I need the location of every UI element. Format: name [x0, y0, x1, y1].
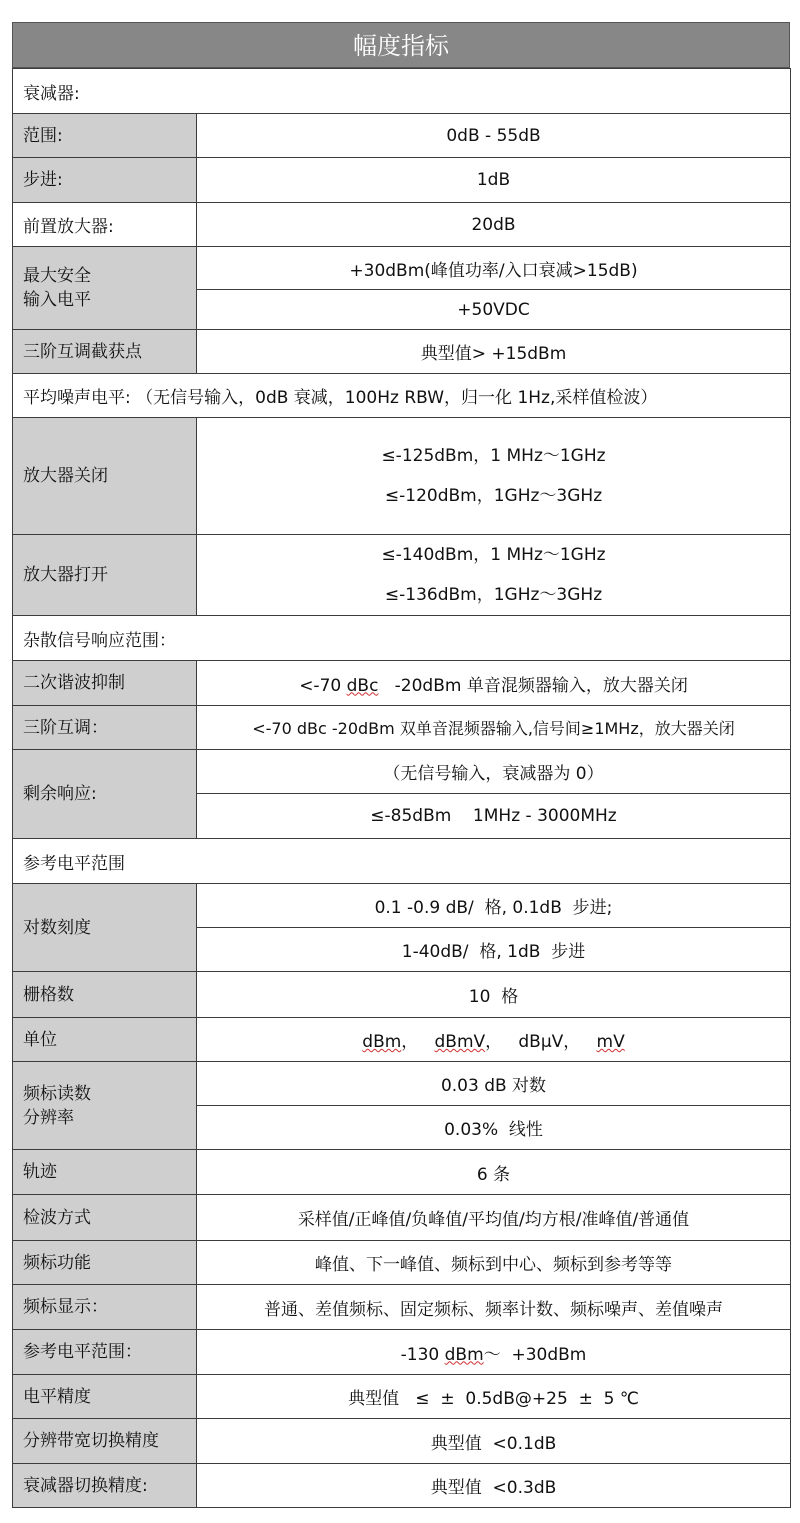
- label-line: 输入电平: [23, 290, 91, 310]
- spec-value: 采样值/正峰值/负峰值/平均值/均方根/准峰值/普通值: [197, 1195, 791, 1241]
- value-line: ≤-120dBm，1GHz～3GHz: [384, 486, 603, 506]
- spec-value: [197, 535, 791, 616]
- section-header-danl: 平均噪声电平: （无信号输入，0dB 衰减，100Hz RBW，归一化 1Hz,采样值检波）: [13, 374, 791, 418]
- spec-row: [13, 884, 791, 928]
- value-part: -20dBm 单音混频器输入，放大器关闭: [378, 675, 688, 696]
- spec-label: 衰减器切换精度:: [13, 1464, 197, 1508]
- label-line: 频标读数: [23, 1083, 91, 1104]
- spec-row: [13, 1150, 791, 1195]
- spec-value: 典型值 <0.1dB: [197, 1419, 791, 1464]
- value-line: ≤-140dBm，1 MHz～1GHz: [381, 545, 606, 565]
- spec-label: 电平精度: [13, 1375, 197, 1419]
- spec-row: [13, 1195, 791, 1241]
- spec-row: [13, 418, 791, 535]
- spec-label: 放大器关闭: [13, 418, 197, 535]
- spec-label: 参考电平范围：: [13, 1330, 197, 1375]
- spec-value: 典型值 <0.3dB: [197, 1464, 791, 1508]
- spec-label: 放大器打开: [13, 535, 197, 616]
- spec-label: 栅格数: [13, 972, 197, 1018]
- spec-label: 检波方式: [13, 1195, 197, 1241]
- spec-value: 峰值、下一峰值、频标到中心、频标到参考等等: [197, 1241, 791, 1285]
- label-line: 最大安全: [23, 266, 91, 286]
- label-line: 分辨率: [23, 1107, 74, 1128]
- spec-value: 1-40dB/ 格, 1dB 步进: [197, 928, 791, 972]
- spec-label: 三阶互调：: [13, 706, 197, 750]
- spec-value: [197, 1330, 791, 1375]
- spec-value: 1dB: [197, 158, 791, 203]
- spec-label: 分辨带宽切换精度: [13, 1419, 197, 1464]
- separator: ，: [401, 1032, 435, 1052]
- section-attenuator: [13, 69, 791, 114]
- separator: ，: [485, 1032, 519, 1052]
- unit-text: dBμV: [518, 1032, 564, 1052]
- spec-label: 三阶互调截获点: [13, 330, 197, 374]
- spec-value: 典型值 ≤ ± 0.5dB@+25 ± 5 ℃: [197, 1375, 791, 1419]
- spec-label: 二次谐波抑制: [13, 661, 197, 706]
- spec-value: 0.03% 线性: [197, 1106, 791, 1150]
- spec-value: [197, 418, 791, 535]
- spec-row: [13, 972, 791, 1018]
- spec-value: [197, 1018, 791, 1062]
- spec-value: 0.1 -0.9 dB/ 格, 0.1dB 步进;: [197, 884, 791, 928]
- spec-label: 频标功能: [13, 1241, 197, 1285]
- spec-row: [13, 1419, 791, 1464]
- spec-value: 普通、差值频标、固定频标、频率计数、频标噪声、差值噪声: [197, 1285, 791, 1330]
- unit-text: mV: [596, 1032, 625, 1052]
- spec-value: ≤-85dBm 1MHz - 3000MHz: [197, 794, 791, 839]
- value-part: <-70: [299, 675, 347, 696]
- spec-sheet: [12, 22, 790, 1508]
- spec-label: 前置放大器:: [13, 203, 197, 247]
- section-ref-level: [13, 839, 791, 884]
- spec-label: 轨迹: [13, 1150, 197, 1195]
- section-spurious: [13, 616, 791, 661]
- spec-label: 对数刻度: [13, 884, 197, 972]
- spec-label: 步进:: [13, 158, 197, 203]
- spec-value: 20dB: [197, 203, 791, 247]
- unit-text: dBmV: [434, 1032, 486, 1052]
- spec-row: [13, 1241, 791, 1285]
- spec-label: [13, 1062, 197, 1150]
- unit-text: dBc: [346, 675, 379, 696]
- section-danl: [13, 374, 791, 418]
- spec-row: [13, 114, 791, 158]
- spec-value: +50VDC: [197, 290, 791, 330]
- value-part: ～ +30dBm: [483, 1344, 587, 1365]
- unit-text: dBm: [444, 1344, 484, 1365]
- spec-value: （无信号输入，衰减器为 0）: [197, 750, 791, 794]
- spec-value: +30dBm(峰值功率/入口衰减>15dB): [197, 247, 791, 290]
- spec-row: [13, 1330, 791, 1375]
- spec-value: 0.03 dB 对数: [197, 1062, 791, 1106]
- spec-value: <-70 dBc -20dBm 双单音混频器输入,信号间≥1MHz，放大器关闭: [197, 706, 791, 750]
- spec-row: [13, 706, 791, 750]
- spec-row: [13, 247, 791, 290]
- spec-row: [13, 1285, 791, 1330]
- amplitude-spec-table: [12, 68, 791, 1508]
- spec-row: [13, 1464, 791, 1508]
- value-line: ≤-136dBm，1GHz～3GHz: [384, 585, 603, 605]
- spec-row: [13, 203, 791, 247]
- spec-row: [13, 750, 791, 794]
- value-line: ≤-125dBm，1 MHz～1GHz: [381, 446, 606, 466]
- spec-value: 6 条: [197, 1150, 791, 1195]
- spec-value: 10 格: [197, 972, 791, 1018]
- spec-value: [197, 661, 791, 706]
- spec-label: 剩余响应:: [13, 750, 197, 839]
- spec-row: [13, 1062, 791, 1106]
- unit-text: dBm: [362, 1032, 402, 1052]
- section-header-attenuator: 衰减器:: [13, 69, 791, 114]
- spec-label: 频标显示：: [13, 1285, 197, 1330]
- spec-label: 单位: [13, 1018, 197, 1062]
- spec-row: [13, 661, 791, 706]
- spec-label: 范围:: [13, 114, 197, 158]
- spec-label: [13, 247, 197, 330]
- section-header-ref-level: 参考电平范围: [13, 839, 791, 884]
- page-title: 幅度指标: [12, 22, 790, 68]
- spec-row: [13, 330, 791, 374]
- section-header-spurious: 杂散信号响应范围：: [13, 616, 791, 661]
- spec-row: [13, 535, 791, 616]
- spec-value: 典型值> +15dBm: [197, 330, 791, 374]
- spec-row: [13, 1375, 791, 1419]
- separator: ，: [563, 1032, 597, 1052]
- spec-row: [13, 1018, 791, 1062]
- spec-value: 0dB - 55dB: [197, 114, 791, 158]
- spec-row: [13, 158, 791, 203]
- value-part: -130: [400, 1344, 445, 1365]
